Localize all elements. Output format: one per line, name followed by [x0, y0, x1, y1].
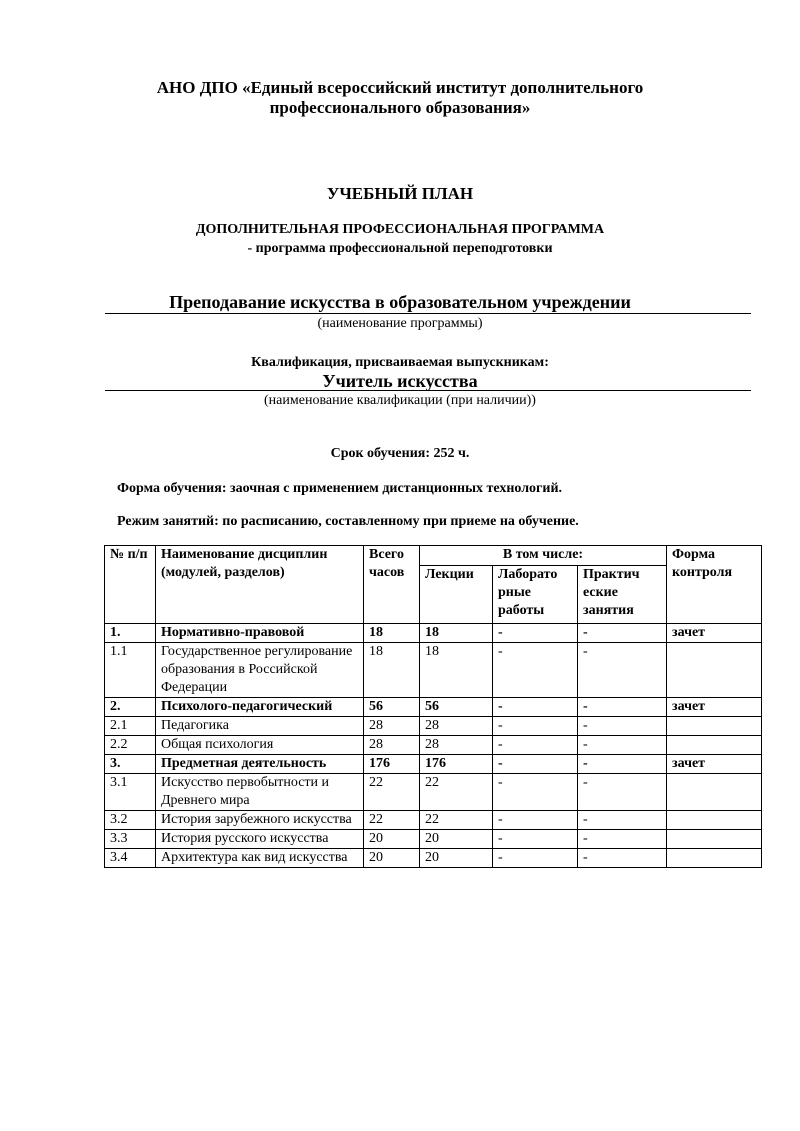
- cell-name: Педагогика: [156, 717, 364, 736]
- cell-total: 18: [364, 643, 420, 698]
- cell-name: История зарубежного искусства: [156, 811, 364, 830]
- cell-labs: -: [493, 736, 578, 755]
- cell-lectures: 20: [420, 830, 493, 849]
- cell-control: зачет: [667, 624, 762, 643]
- program-subtype: - программа профессиональной переподготовки: [247, 241, 553, 256]
- table-row: [105, 643, 762, 698]
- table-row: [105, 755, 762, 774]
- cell-control: [667, 774, 762, 811]
- qualification-underline: [105, 390, 751, 391]
- header-practice: Практич еские занятия: [578, 566, 667, 624]
- cell-practice: -: [578, 755, 667, 774]
- table-row: [105, 849, 762, 868]
- cell-practice: -: [578, 849, 667, 868]
- header-number: № п/п: [105, 546, 156, 624]
- cell-practice: -: [578, 811, 667, 830]
- training-form: Форма обучения: заочная с применением дистанционных технологий.: [117, 481, 563, 496]
- cell-lectures: 176: [420, 755, 493, 774]
- cell-control: [667, 643, 762, 698]
- organization-name-line1: АНО ДПО «Единый всероссийский институт дополнительного: [156, 78, 644, 97]
- cell-num: 2.2: [105, 736, 156, 755]
- organization-name: [0, 78, 800, 118]
- cell-lectures: 56: [420, 698, 493, 717]
- cell-practice: -: [578, 736, 667, 755]
- cell-labs: -: [493, 755, 578, 774]
- table-header-row: [105, 546, 762, 566]
- cell-practice: -: [578, 717, 667, 736]
- cell-total: 22: [364, 811, 420, 830]
- cell-lectures: 18: [420, 624, 493, 643]
- cell-control: [667, 717, 762, 736]
- cell-lectures: 18: [420, 643, 493, 698]
- cell-name: Архитектура как вид искусства: [156, 849, 364, 868]
- program-name: Преподавание искусства в образовательном учреждении: [169, 292, 631, 312]
- program-name-underline: [105, 313, 751, 314]
- cell-num: 3.2: [105, 811, 156, 830]
- cell-labs: -: [493, 698, 578, 717]
- cell-control: зачет: [667, 755, 762, 774]
- qualification-caption: (наименование квалификации (при наличии)): [264, 393, 536, 408]
- table-row: [105, 624, 762, 643]
- cell-control: [667, 811, 762, 830]
- cell-num: 2.1: [105, 717, 156, 736]
- cell-total: 20: [364, 830, 420, 849]
- header-discipline-name: Наименование дисциплин (модулей, разделов): [156, 546, 364, 624]
- table-row: [105, 736, 762, 755]
- cell-lectures: 20: [420, 849, 493, 868]
- cell-practice: -: [578, 643, 667, 698]
- cell-num: 3.4: [105, 849, 156, 868]
- cell-num: 1.1: [105, 643, 156, 698]
- table-row: [105, 830, 762, 849]
- cell-num: 1.: [105, 624, 156, 643]
- cell-num: 2.: [105, 698, 156, 717]
- cell-total: 176: [364, 755, 420, 774]
- cell-total: 56: [364, 698, 420, 717]
- cell-labs: -: [493, 811, 578, 830]
- header-control-form: Форма контроля: [667, 546, 762, 624]
- cell-total: 18: [364, 624, 420, 643]
- cell-name: История русского искусства: [156, 830, 364, 849]
- cell-practice: -: [578, 774, 667, 811]
- table-row: [105, 698, 762, 717]
- program-type: ДОПОЛНИТЕЛЬНАЯ ПРОФЕССИОНАЛЬНАЯ ПРОГРАММА: [195, 222, 605, 237]
- cell-lectures: 28: [420, 736, 493, 755]
- cell-total: 28: [364, 717, 420, 736]
- cell-num: 3.1: [105, 774, 156, 811]
- cell-practice: -: [578, 830, 667, 849]
- class-schedule-mode: Режим занятий: по расписанию, составленному при приеме на обучение.: [117, 514, 579, 529]
- program-name-caption: (наименование программы): [317, 316, 483, 331]
- header-including: В том числе:: [420, 546, 667, 566]
- cell-control: [667, 830, 762, 849]
- header-lectures: Лекции: [420, 566, 493, 624]
- cell-num: 3.3: [105, 830, 156, 849]
- cell-labs: -: [493, 717, 578, 736]
- header-total-hours: Всего часов: [364, 546, 420, 624]
- cell-practice: -: [578, 698, 667, 717]
- cell-labs: -: [493, 849, 578, 868]
- cell-num: 3.: [105, 755, 156, 774]
- organization-name-line2: профессионального образования»: [269, 98, 531, 117]
- cell-control: зачет: [667, 698, 762, 717]
- cell-labs: -: [493, 643, 578, 698]
- table-row: [105, 811, 762, 830]
- qualification-name: Учитель искусства: [322, 371, 478, 391]
- cell-labs: -: [493, 830, 578, 849]
- qualification-label: Квалификация, присваиваемая выпускникам:: [251, 355, 549, 370]
- table-row: [105, 774, 762, 811]
- cell-name: Предметная деятельность: [156, 755, 364, 774]
- header-labs: Лаборато рные работы: [493, 566, 578, 624]
- plan-title: УЧЕБНЫЙ ПЛАН: [326, 184, 474, 203]
- cell-lectures: 28: [420, 717, 493, 736]
- cell-practice: -: [578, 624, 667, 643]
- cell-control: [667, 736, 762, 755]
- table-row: [105, 717, 762, 736]
- cell-name: Государственное регулирование образования в Российской Федерации: [156, 643, 364, 698]
- cell-name: Искусство первобытности и Древнего мира: [156, 774, 364, 811]
- cell-name: Нормативно-правовой: [156, 624, 364, 643]
- cell-name: Общая психология: [156, 736, 364, 755]
- training-term: Срок обучения: 252 ч.: [330, 446, 470, 461]
- cell-control: [667, 849, 762, 868]
- cell-total: 20: [364, 849, 420, 868]
- curriculum-table: [104, 545, 762, 868]
- cell-lectures: 22: [420, 811, 493, 830]
- cell-labs: -: [493, 624, 578, 643]
- cell-labs: -: [493, 774, 578, 811]
- cell-name: Психолого-педагогический: [156, 698, 364, 717]
- cell-total: 28: [364, 736, 420, 755]
- cell-lectures: 22: [420, 774, 493, 811]
- cell-total: 22: [364, 774, 420, 811]
